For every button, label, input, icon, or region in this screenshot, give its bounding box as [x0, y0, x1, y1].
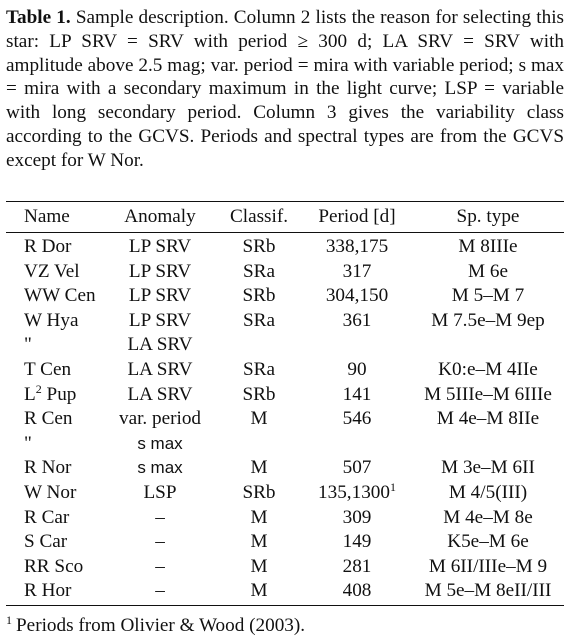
cell-sptype: M 3e–M 6II	[441, 457, 535, 479]
table-bottom-rule	[6, 605, 564, 606]
cell-period: 361	[342, 309, 372, 331]
cell-classif: M	[250, 531, 268, 553]
cell-anomaly: LP SRV	[128, 260, 192, 282]
cell-classif: SRa	[243, 260, 275, 282]
cell-classif: M	[250, 555, 268, 577]
cell-classif: SRb	[242, 481, 276, 503]
cell-name: W Nor	[24, 481, 77, 503]
cell-sptype: K5e–M 6e	[447, 531, 529, 553]
cell-name: RR Sco	[24, 555, 84, 577]
table-row	[6, 309, 564, 334]
cell-name: VZ Vel	[24, 260, 80, 282]
cell-period: 135,1300$^1$	[318, 479, 396, 503]
table-row	[6, 260, 564, 285]
cell-sptype: M 6e	[468, 260, 508, 282]
table-footnote	[6, 615, 305, 637]
cell-period	[302, 432, 412, 457]
cell-period	[302, 333, 412, 358]
cell-classif: M	[250, 457, 268, 479]
table-caption	[6, 6, 564, 173]
cell-name: W Hya	[24, 309, 79, 331]
cell-sptype: M 7.5e–M 9ep	[431, 309, 545, 331]
table-row	[6, 481, 564, 506]
cell-classif: M	[250, 580, 268, 602]
cell-sptype: M 4e–M 8e	[443, 506, 533, 528]
cell-period: 507	[342, 457, 372, 479]
table-row	[6, 555, 564, 580]
cell-name: "	[24, 334, 32, 356]
cell-sptype: M 5–M 7	[451, 285, 525, 307]
cell-classif: M	[250, 408, 268, 430]
cell-classif: SRb	[242, 285, 276, 307]
cell-anomaly: s max	[137, 458, 183, 478]
cell-period: 281	[342, 555, 372, 577]
cell-period: 149	[342, 531, 372, 553]
table-row	[6, 530, 564, 555]
cell-classif: SRa	[243, 309, 275, 331]
cell-sptype: M 5IIIe–M 6IIIe	[424, 383, 552, 405]
table-row	[6, 579, 564, 604]
cell-name: $L^2$ Pup	[24, 381, 77, 405]
table-body	[6, 231, 564, 604]
cell-name: "	[24, 432, 32, 454]
star-sample-table	[6, 203, 564, 604]
cell-classif: SRb	[242, 236, 276, 257]
cell-sptype: M 4/5(III)	[448, 481, 528, 503]
cell-period: 141	[342, 383, 372, 405]
cell-period: 309	[342, 506, 372, 528]
cell-name: R Nor	[24, 457, 72, 479]
cell-classif: SRa	[243, 358, 275, 380]
cell-period: 304,150	[325, 285, 389, 307]
table-row	[6, 358, 564, 383]
cell-anomaly: var. period	[118, 408, 202, 430]
cell-anomaly: LA SRV	[127, 334, 193, 356]
cell-anomaly: LP SRV	[128, 309, 192, 331]
cell-sptype: K0:e–M 4IIe	[438, 358, 538, 380]
cell-name: R Hor	[24, 580, 72, 602]
cell-period: 338,175	[325, 236, 389, 257]
table-row	[6, 506, 564, 531]
cell-anomaly: –	[155, 531, 165, 553]
cell-period: 90	[347, 358, 367, 380]
cell-classif: SRb	[242, 383, 276, 405]
table-row	[6, 407, 564, 432]
footnote-marker: 1	[6, 613, 12, 627]
cell-anomaly: s max	[137, 433, 183, 453]
cell-period: 317	[342, 260, 372, 282]
cell-sptype: M 4e–M 8IIe	[436, 408, 540, 430]
header-sptype: Sp. type	[456, 206, 520, 227]
cell-name: R Car	[24, 506, 70, 528]
table-top-rule	[6, 201, 564, 202]
cell-anomaly: LP SRV	[128, 285, 192, 307]
header-period: Period [d]	[318, 206, 396, 227]
cell-sptype	[412, 432, 564, 457]
cell-anomaly: –	[155, 555, 165, 577]
table-row	[6, 333, 564, 358]
cell-name: R Dor	[24, 236, 72, 257]
cell-sptype: M 8IIIe	[458, 236, 518, 257]
cell-classif	[216, 432, 302, 457]
table-header-row	[6, 203, 564, 231]
footnote-text: Periods from Olivier & Wood (2003).	[16, 615, 306, 636]
cell-name: R Cen	[24, 408, 73, 430]
cell-classif: M	[250, 506, 268, 528]
cell-anomaly: –	[155, 580, 165, 602]
caption-text: Sample description. Column 2 lists the reason for selecting this star: LP SRV = SRV with period ≥ 300 d; LA SRV = SRV with amplitude above 2.5 mag; var. period = mira with variable period; s max = mira with a secondary maximum in the light curve; LSP = variable with long secondary period. Column 3 gives the variability class according to the GCVS. Periods and spectral types are from the GCVS except for W Nor.	[6, 7, 564, 171]
cell-anomaly: –	[155, 506, 165, 528]
cell-name: WW Cen	[24, 285, 96, 307]
cell-sptype	[412, 333, 564, 358]
table-row	[6, 432, 564, 457]
cell-period: 546	[342, 408, 372, 430]
cell-sptype: M 5e–M 8eII/III	[424, 580, 552, 602]
table-row	[6, 231, 564, 260]
cell-name: T Cen	[24, 358, 72, 380]
cell-anomaly: LP SRV	[128, 236, 192, 257]
table-row	[6, 284, 564, 309]
cell-sptype: M 6II/IIIe–M 9	[428, 555, 548, 577]
table-row	[6, 383, 564, 408]
header-name: Name	[24, 206, 70, 227]
header-classif: Classif.	[229, 206, 289, 227]
caption-label: Table 1.	[6, 7, 71, 28]
cell-anomaly: LSP	[143, 481, 177, 503]
cell-anomaly: LA SRV	[127, 383, 193, 405]
cell-name: S Car	[24, 531, 68, 553]
cell-anomaly: LA SRV	[127, 358, 193, 380]
table-row	[6, 456, 564, 481]
header-anomaly: Anomaly	[124, 206, 196, 227]
cell-classif	[216, 333, 302, 358]
cell-period: 408	[342, 580, 372, 602]
